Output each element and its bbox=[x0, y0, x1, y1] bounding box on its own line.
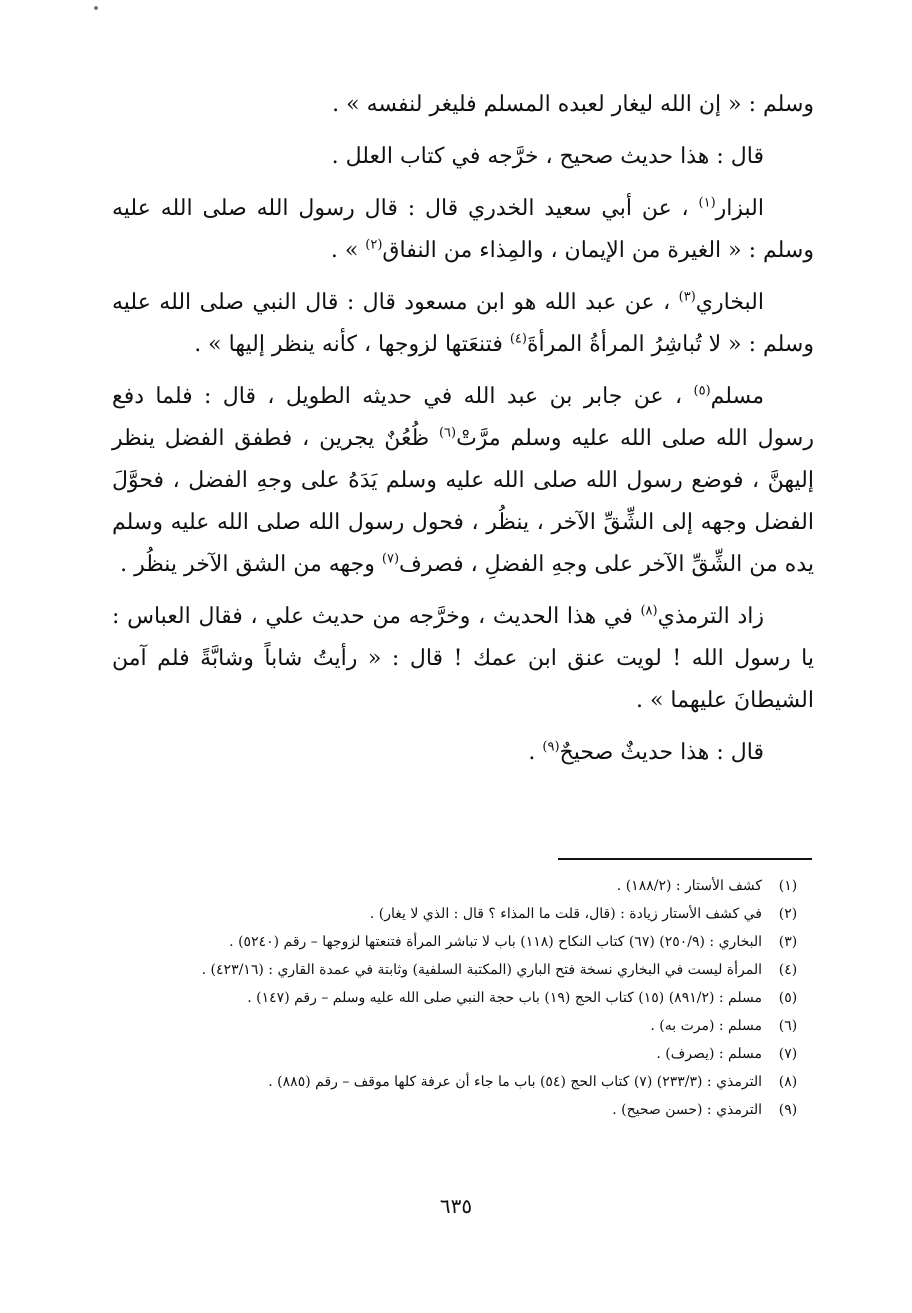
footnote-text: المرأة ليست في البخاري نسخة فتح الباري (المكتبة السلفية) وثابتة في عمدة القاري : (٤٢٣/١٦) . bbox=[201, 962, 762, 978]
footnote-item bbox=[112, 984, 814, 1012]
paragraph-7-text: . bbox=[528, 740, 543, 765]
footnote-item bbox=[112, 1096, 814, 1124]
footnote-text: في كشف الأستار زيادة : (قال، قلت ما المذاء ؟ قال : الذي لا يغار) . bbox=[369, 906, 762, 922]
footnote-number: (٥) bbox=[778, 990, 798, 1006]
paragraph-1-text: وسلم : « إن الله ليغار لعبده المسلم فليغر لنفسه » . bbox=[332, 92, 814, 117]
paragraph-4 bbox=[112, 282, 814, 366]
footnote-item bbox=[112, 928, 814, 956]
paragraph-5 bbox=[112, 376, 814, 586]
paragraph-7-text: قال : هذا حديثٌ صحيحٌ bbox=[559, 740, 764, 765]
main-text bbox=[112, 84, 814, 784]
footnote-text: كشف الأستار : (١٨٨/٢) . bbox=[616, 878, 762, 894]
footnote-item bbox=[112, 956, 814, 984]
footnote-text: مسلم : (مرت به) . bbox=[650, 1018, 762, 1034]
paragraph-1 bbox=[112, 84, 814, 126]
footnote-text: البخاري : (٢٥٠/٩) (٦٧) كتاب النكاح (١١٨) باب لا تباشر المرأة فتنعتها لزوجها – رقم (٥٢٤٠) . bbox=[229, 934, 762, 950]
footnote-ref-4[interactable]: (٤) bbox=[509, 331, 527, 347]
footnote-item bbox=[112, 900, 814, 928]
paragraph-4-text: فتنعَتها لزوجها ، كأنه ينظر إليها » . bbox=[194, 332, 510, 357]
paragraph-3-text: البزار bbox=[715, 196, 764, 221]
footnote-ref-6[interactable]: (٦) bbox=[438, 425, 457, 441]
paragraph-4-text: البخاري bbox=[695, 290, 764, 315]
footnote-number: (٨) bbox=[778, 1074, 798, 1090]
footnote-separator bbox=[558, 858, 812, 860]
footnote-text: مسلم : (يصرف) . bbox=[656, 1046, 762, 1062]
paragraph-2 bbox=[112, 136, 814, 178]
footnote-number: (٣) bbox=[778, 934, 798, 950]
paragraph-3 bbox=[112, 188, 814, 272]
paragraph-5-text: مسلم bbox=[710, 384, 764, 409]
scan-mark bbox=[94, 6, 98, 10]
paragraph-5-text: ظُعُنٌ يجرين ، فطفق الفضل ينظر إليهنَّ ، فوضع رسول الله صلى الله عليه وسلم يَدَهُ على وجهِ الفضل ، فحوَّلَ الفضل وجهه إلى الشِّقِّ الآخر ، ينظُر ، فحول رسول الله صلى الله عليه وسلم يده من الشِّقِّ الآخر على وجهِ الفضلِ ، فصرف bbox=[112, 426, 814, 577]
paragraph-5-text: وجهه من الشق الآخر ينظُر . bbox=[120, 552, 382, 577]
footnote-ref-7[interactable]: (٧) bbox=[381, 551, 400, 567]
footnote-ref-1[interactable]: (١) bbox=[698, 195, 716, 211]
paragraph-4-text: ، عن عبد الله هو ابن مسعود قال : قال النبي صلى الله عليه وسلم : « لا تُباشِرُ المرأةُ المرأةَ bbox=[112, 290, 814, 357]
footnote-ref-3[interactable]: (٣) bbox=[678, 289, 696, 305]
footnote-number: (٢) bbox=[778, 906, 798, 922]
paragraph-5-text: ، عن جابر بن عبد الله في حديثه الطويل ، قال : فلما دفع رسول الله صلى الله عليه وسلم مرَّتْ bbox=[112, 384, 814, 451]
paragraph-6 bbox=[112, 596, 814, 722]
footnote-ref-5[interactable]: (٥) bbox=[693, 383, 711, 399]
paragraph-3-text: ، عن أبي سعيد الخدري قال : قال رسول الله صلى الله عليه وسلم : « الغيرة من الإيمان ، والمِذاء من النفاق bbox=[112, 196, 814, 263]
footnote-text: مسلم : (٨٩١/٢) (١٥) كتاب الحج (١٩) باب حجة النبي صلى الله عليه وسلم – رقم (١٤٧) . bbox=[247, 990, 762, 1006]
footnotes bbox=[112, 872, 814, 1124]
paragraph-6-text: زاد الترمذي bbox=[657, 604, 765, 629]
footnote-number: (٤) bbox=[778, 962, 798, 978]
footnote-text: الترمذي : (حسن صحيح) . bbox=[612, 1102, 762, 1118]
footnote-item bbox=[112, 872, 814, 900]
paragraph-6-text: في هذا الحديث ، وخرَّجه من حديث علي ، فقال العباس : يا رسول الله ! لويت عنق ابن عمك ! قال : « رأيتُ شاباً وشابَّةً فلم آمن الشيطانَ عليهما » . bbox=[112, 604, 814, 713]
footnote-text: الترمذي : (٢٣٣/٣) (٧) كتاب الحج (٥٤) باب ما جاء أن عرفة كلها موقف – رقم (٨٨٥) . bbox=[268, 1074, 762, 1090]
paragraph-3-text: » . bbox=[330, 238, 366, 263]
footnote-number: (٦) bbox=[778, 1018, 798, 1034]
footnote-ref-9[interactable]: (٩) bbox=[542, 739, 560, 755]
footnote-number: (٩) bbox=[778, 1102, 798, 1118]
footnote-ref-2[interactable]: (٢) bbox=[365, 237, 383, 253]
footnote-item bbox=[112, 1068, 814, 1096]
footnote-item bbox=[112, 1040, 814, 1068]
paragraph-2-text: قال : هذا حديث صحيح ، خرَّجه في كتاب العلل . bbox=[331, 144, 764, 169]
footnote-ref-8[interactable]: (٨) bbox=[640, 603, 658, 619]
footnote-number: (١) bbox=[778, 878, 798, 894]
footnote-number: (٧) bbox=[778, 1046, 798, 1062]
page-number: ٦٣٥ bbox=[439, 1194, 473, 1218]
footnote-item bbox=[112, 1012, 814, 1040]
paragraph-7 bbox=[112, 732, 814, 774]
